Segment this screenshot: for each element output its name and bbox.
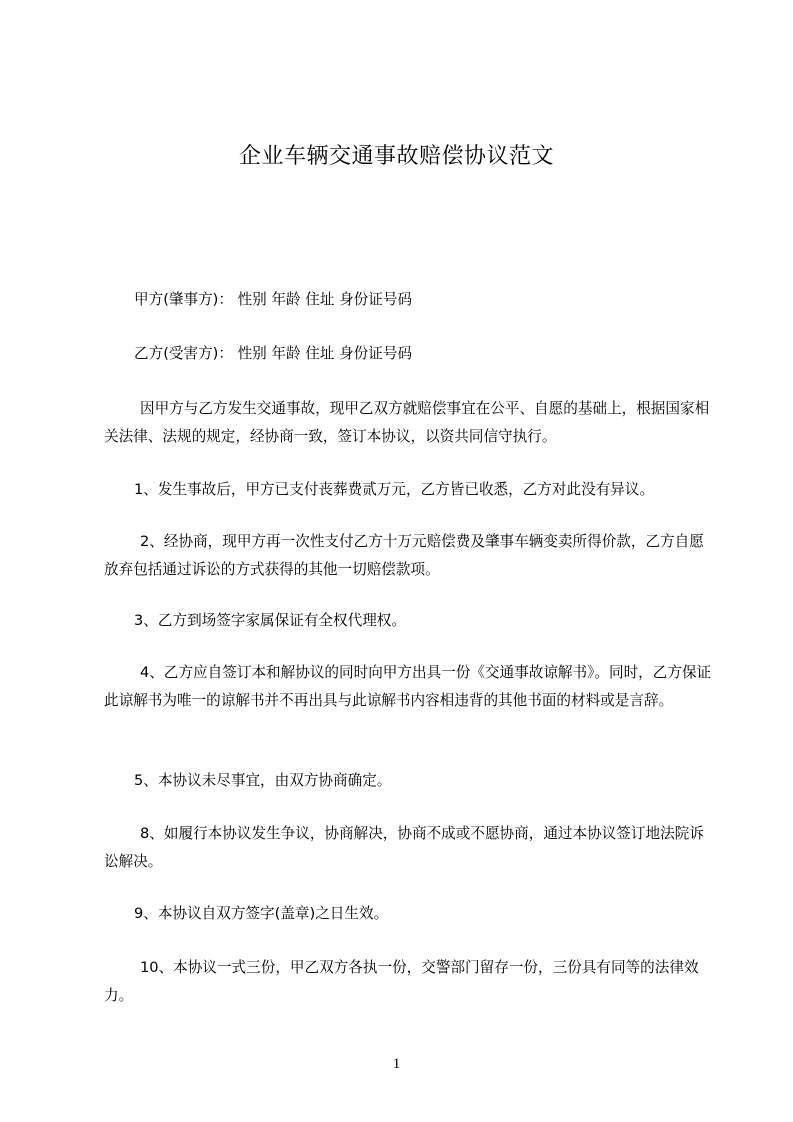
clause-9: 9、本协议自双方签字(盖章)之日生效。 xyxy=(134,905,389,922)
clause-2: 2、经协商，现甲方再一次性支付乙方十万元赔偿费及肇事车辆变卖所得价款，乙方自愿放弃包括通过诉讼的方式获得的其他一切赔偿款项。 xyxy=(104,533,704,578)
party-a-line: 甲方(肇事方)： 性别 年龄 住址 身份证号码 xyxy=(134,291,413,308)
clause-3: 3、乙方到场签字家属保证有全权代理权。 xyxy=(134,612,406,629)
clause-5: 5、本协议未尽事宜，由双方协商确定。 xyxy=(134,772,392,789)
page-number: 1 xyxy=(392,1056,401,1072)
clause-1: 1、发生事故后，甲方已支付丧葬费贰万元，乙方皆已收悉，乙方对此没有异议。 xyxy=(134,481,655,498)
clause-4: 4、乙方应自签订本和解协议的同时向甲方出具一份《交通事故谅解书》。同时，乙方保证此谅解书为唯一的谅解书并不再出具与此谅解书内容相违背的其他书面的材料或是言辞。 xyxy=(104,664,712,709)
clause-10: 10、本协议一式三份，甲乙双方各执一份，交警部门留存一份，三份具有同等的法律效力。 xyxy=(104,959,699,1004)
clause-8: 8、如履行本协议发生争议，协商解决，协商不成或不愿协商，通过本协议签订地法院诉讼解决。 xyxy=(104,825,704,870)
document-title: 企业车辆交通事故赔偿协议范文 xyxy=(238,144,554,169)
preamble-paragraph: 因甲方与乙方发生交通事故，现甲乙双方就赔偿事宜在公平、自愿的基础上，根据国家相关法律、法规的规定，经协商一致，签订本协议，以资共同信守执行。 xyxy=(104,400,710,445)
party-b-line: 乙方(受害方)： 性别 年龄 住址 身份证号码 xyxy=(134,345,413,362)
